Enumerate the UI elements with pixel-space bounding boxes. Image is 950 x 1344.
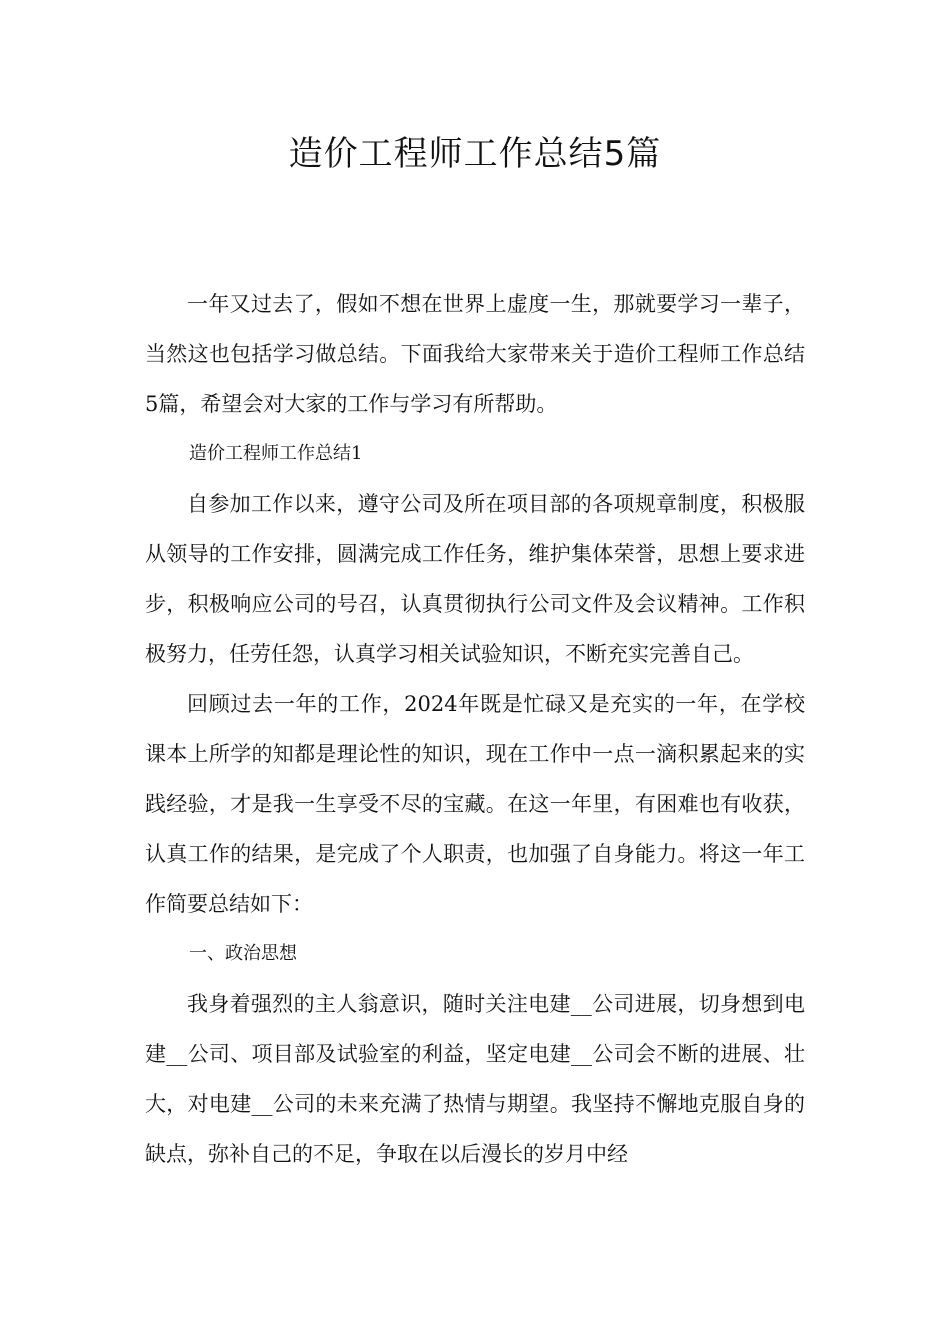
subsection1-paragraph-1: 我身着强烈的主人翁意识，随时关注电建__公司进展，切身想到电建__公司、项目部及试验室的利益，坚定电建__公司会不断的进展、壮大，对电建__公司的未来充满了热情与期望。我坚持不懈地克服自身的缺点，弥补自己的不足，争取在以后漫长的岁月中经 bbox=[145, 992, 805, 1166]
section1-paragraph-2: 回顾过去一年的工作，2024年既是忙碌又是充实的一年，在学校课本上所学的知都是理论性的知识，现在工作中一点一滴积累起来的实践经验，才是我一生享受不尽的宝藏。在这一年里，有困难也有收获，认真工作的结果，是完成了个人职责，也加强了自身能力。将这一年工作简要总结如下： bbox=[145, 692, 805, 916]
page-title: 造价工程师工作总结5篇 bbox=[288, 134, 662, 174]
intro-paragraph: 一年又过去了，假如不想在世界上虚度一生，那就要学习一辈子，当然这也包括学习做总结。下面我给大家带来关于造价工程师工作总结5篇，希望会对大家的工作与学习有所帮助。 bbox=[145, 292, 805, 416]
section1-paragraph-1: 自参加工作以来，遵守公司及所在项目部的各项规章制度，积极服从领导的工作安排，圆满完成工作任务，维护集体荣誉，思想上要求进步，积极响应公司的号召，认真贯彻执行公司文件及会议精神。工作积极努力，任劳任怨，认真学习相关试验知识，不断充实完善自己。 bbox=[145, 492, 805, 666]
document-body bbox=[145, 279, 805, 1179]
section-heading-1: 造价工程师工作总结1 bbox=[189, 443, 363, 464]
subsection-heading-politics: 一、政治思想 bbox=[189, 943, 297, 964]
